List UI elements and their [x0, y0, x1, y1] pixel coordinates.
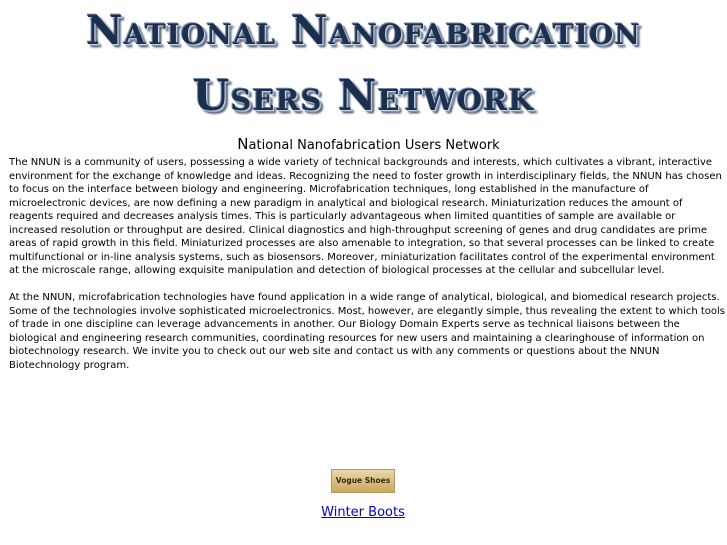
nnun-paragraph: At the NNUN, microfabrication technologies have found application in a wide range of analytical, biological, and biomedical research projects. Some of the technologies involve sophisticated microelectronics. Most, however, are elegantly simple, thus revealing the extent to which tools of trade in one discipline can leverage advancements in another. Our Biology Domain Experts serve as technical liaisons between the biological and engineering research communities, coordinating resources for new users and maintaining a clearinghouse of information on biotechnology research. We invite you to check out our web site and contact us with any comments or questions about the NNUN Biotechnology program.: [9, 292, 725, 371]
winter-boots-link-row: [0, 504, 726, 522]
banner-title-line-1: National Nanofabrication: [86, 7, 641, 54]
page-title-rest: ational Nanofabrication Users Network: [248, 138, 500, 153]
main-content: [9, 156, 725, 372]
page-title-initial: N: [237, 135, 249, 153]
site-banner: [0, 0, 727, 125]
page-title: [0, 135, 727, 155]
winter-boots-link[interactable]: Winter Boots: [321, 505, 405, 520]
banner-title-line-2: Users Network: [192, 71, 535, 120]
intro-paragraph: The NNUN is a community of users, possessing a wide variety of technical backgrounds and interests, which cultivates a vibrant, interactive environment for the exchange of knowledge and ideas. Recognizing the need to foster growth in interdisciplinary fields, the NNUN has chosen to focus on the interface between biology and engineering. Microfabrication techniques, long established in the manufacture of microelectronic devices, are now defining a new paradigm in analytical and biological research. Miniaturization reduces the amount of reagents required and decreases analysis times. This is particularly advantageous when limited quantities of sample are available or increased resolution or throughput are desired. Clinical diagnostics and high-throughput screening of genes and drug candidates are prime areas of rapid growth in this field. Miniaturized processes are also amenable to integration, so that several processes can be linked to create multifunctional or in-line analysis systems, such as biosensors. Moreover, miniaturization facilitates control of the experimental environment at the microscale range, allowing exquisite manipulation and detection of biological processes at the cellular and subcellular level.: [9, 157, 722, 276]
vogue-shoes-ad-button[interactable]: Vogue Shoes: [331, 469, 395, 493]
